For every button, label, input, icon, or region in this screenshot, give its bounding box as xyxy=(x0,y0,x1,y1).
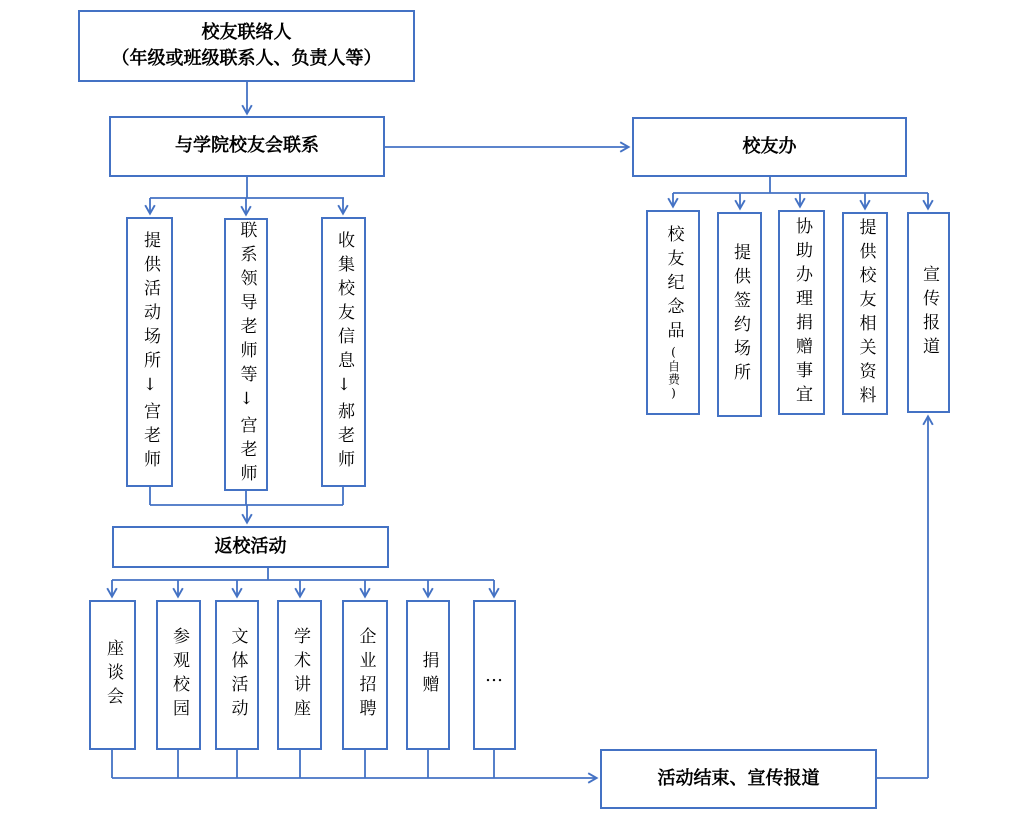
college-task-collect-info xyxy=(321,217,366,487)
office-task-souvenir-text: 校友纪念品 xyxy=(663,224,684,345)
activity-academic-lecture-label: 学术讲座 xyxy=(290,627,310,723)
office-task-publicity-label: 宣传报道 xyxy=(919,264,939,361)
activity-sports-culture xyxy=(215,600,259,750)
office-task-materials-label: 提供校友相关资料 xyxy=(855,217,876,410)
office-task-publicity xyxy=(907,212,950,413)
activity-more-label: … xyxy=(485,664,504,686)
node-return-activity xyxy=(112,526,389,568)
node-alumni-contact xyxy=(78,10,415,82)
college-task-provide-venue-label: 提供活动场所↓宫老师 xyxy=(140,230,160,474)
activity-symposium xyxy=(89,600,136,750)
node-alumni-office xyxy=(632,117,907,177)
activity-campus-tour xyxy=(156,600,201,750)
alumni-contact-line1: 校友联络人 xyxy=(201,21,292,43)
college-task-provide-venue xyxy=(126,217,173,487)
activity-recruitment xyxy=(342,600,388,750)
office-task-donation-help xyxy=(778,210,825,415)
college-association-label: 与学院校友会联系 xyxy=(175,135,319,157)
node-activity-end xyxy=(600,749,877,809)
activity-more xyxy=(473,600,516,750)
activity-academic-lecture xyxy=(277,600,322,750)
node-college-association xyxy=(109,116,385,177)
office-task-signing-venue xyxy=(717,212,762,417)
office-task-souvenir-label xyxy=(665,225,682,401)
alumni-contact-line2: （年级或班级联系人、负责人等） xyxy=(111,48,382,69)
activity-sports-culture-label: 文体活动 xyxy=(227,627,248,723)
activity-recruitment-label: 企业招聘 xyxy=(355,627,376,723)
college-task-contact-teachers xyxy=(224,218,268,491)
activity-campus-tour-label: 参观校园 xyxy=(169,627,189,723)
activity-symposium-label: 座谈会 xyxy=(103,639,123,711)
activity-end-label: 活动结束、宣传报道 xyxy=(657,767,820,789)
office-task-souvenir-note: (自费) xyxy=(666,344,681,401)
office-task-donation-help-label: 协助办理捐赠事宜 xyxy=(792,216,812,409)
college-task-collect-info-label: 收集校友信息↓郝老师 xyxy=(334,230,354,474)
office-task-materials xyxy=(842,212,888,415)
activity-donation xyxy=(406,600,450,750)
office-task-signing-venue-label: 提供签约场所 xyxy=(730,242,750,387)
activity-donation-label: 捐赠 xyxy=(418,651,439,699)
office-task-souvenir xyxy=(646,210,700,415)
alumni-office-label: 校友办 xyxy=(742,135,797,157)
college-task-contact-teachers-label: 联系领导老师等↓宫老师 xyxy=(236,221,257,488)
return-activity-label: 返校活动 xyxy=(214,535,287,557)
